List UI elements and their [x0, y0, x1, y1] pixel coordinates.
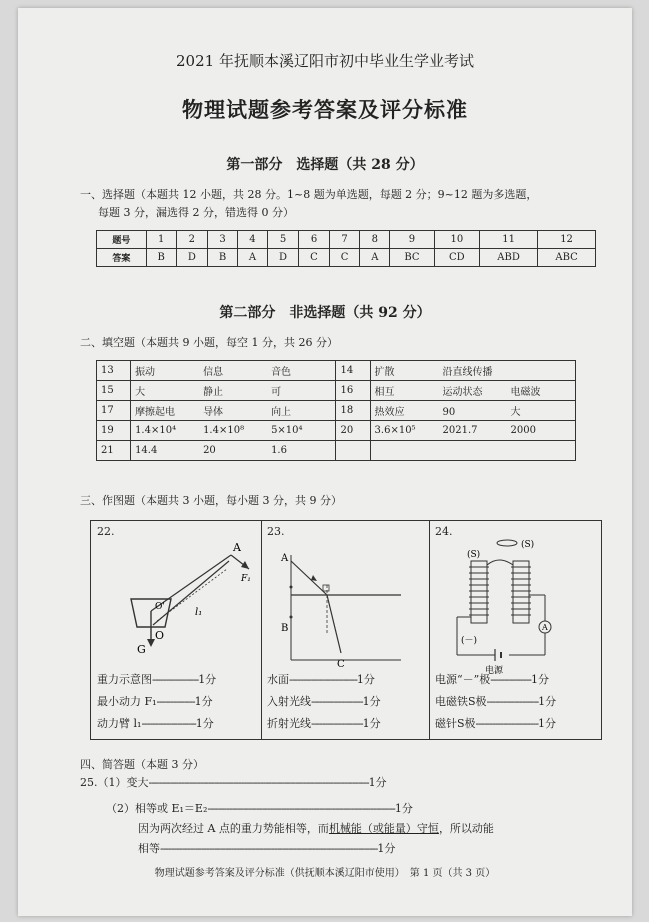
- label-l1: l₁: [195, 607, 203, 618]
- fill-row: [97, 361, 576, 381]
- label-needle-s: (S): [521, 540, 535, 550]
- question-number-cell: 18: [336, 401, 370, 421]
- answer-text: ，所以动能: [438, 822, 494, 835]
- short-answer-heading: 四、简答题（本题 3 分）: [80, 758, 204, 771]
- blank-answer: 沿直线传播: [442, 367, 493, 378]
- fill-row: [97, 381, 576, 401]
- question-number-cell: [336, 441, 370, 461]
- answer-cell: BC: [390, 249, 434, 267]
- blank-answer: 导体: [203, 407, 224, 418]
- question-number-cell: 16: [336, 381, 370, 401]
- answer-cell: D: [267, 249, 298, 267]
- question-number-cell: 11: [480, 231, 538, 249]
- scoring-line: 折射光线-------------------1分: [267, 717, 381, 730]
- answer-cell: [370, 441, 575, 461]
- question-number-cell: 10: [434, 231, 479, 249]
- blank-answer: 90: [442, 407, 456, 418]
- q25-part2: （2）相等或 E₁＝E₂---------------------------------------------------------------------1分: [106, 802, 413, 815]
- question-number-cell: 4: [238, 231, 268, 249]
- score: 1分: [538, 695, 557, 708]
- score: 1分: [538, 717, 557, 730]
- blank-answer: 音色: [271, 367, 292, 378]
- answer-text: 25.（1）变大: [80, 776, 149, 789]
- label-f1: F₁: [241, 574, 251, 584]
- drawing-22: [91, 521, 262, 739]
- label-s-left: (S): [467, 550, 481, 560]
- electromagnet-diagram: [429, 535, 601, 675]
- question-number-cell: 3: [208, 231, 238, 249]
- answer-cell: [370, 381, 575, 401]
- drawing-section-heading: 三、作图题（本题共 3 小题，每小题 3 分，共 9 分）: [80, 494, 342, 507]
- drawing-24: [429, 521, 601, 739]
- answer-cell: C: [329, 249, 360, 267]
- question-number-cell: 20: [336, 421, 370, 441]
- answer-cell: [131, 361, 336, 381]
- item: 重力示意图: [97, 673, 152, 686]
- score: 1分: [377, 842, 396, 855]
- row-label: 答案: [97, 249, 147, 267]
- question-number: 23.: [267, 525, 285, 538]
- score: 1分: [394, 802, 413, 815]
- blank-answer: 大: [135, 387, 146, 398]
- label-b: B: [281, 623, 289, 634]
- item: 磁针S极: [435, 717, 476, 730]
- q25-part2-explanation: [138, 820, 494, 836]
- fill-row: [97, 441, 576, 461]
- answer-cell: ABD: [480, 249, 538, 267]
- item: 动力臂 l₁: [97, 717, 142, 730]
- blank-answer: 1.6: [271, 445, 287, 456]
- label-g: G: [137, 643, 146, 656]
- blank-answer: 相互: [374, 387, 395, 398]
- drawing-answers: [90, 520, 602, 740]
- answer-text: 因为两次经过 A 点的重力势能相等，而: [138, 822, 329, 835]
- score: 1分: [195, 717, 214, 730]
- question-number-cell: 7: [329, 231, 360, 249]
- part2-title: 第二部分 非选择题（共 92 分）: [219, 305, 431, 321]
- score: 1分: [194, 695, 213, 708]
- question-number-cell: 19: [97, 421, 131, 441]
- refraction-diagram: [261, 535, 429, 675]
- question-number-cell: 6: [299, 231, 330, 249]
- score: 1分: [362, 717, 381, 730]
- blank-answer: 信息: [203, 367, 224, 378]
- score: 1分: [362, 695, 381, 708]
- item: 折射光线: [267, 717, 311, 730]
- choice-section-heading: 一、选择题（本题共 12 小题，共 28 分。1~8 题为单选题，每题 2 分；9~12 题为多选题，: [80, 188, 538, 201]
- scoring-line: 水面-------------------------1分: [267, 673, 375, 686]
- item: 电源“－”极: [435, 673, 491, 686]
- scoring-line: 动力臂 l₁--------------------1分: [97, 717, 214, 730]
- choice-answer-table: [96, 230, 596, 267]
- blank-answer: 14.4: [135, 445, 158, 456]
- answer-cell: B: [208, 249, 238, 267]
- question-number-cell: 15: [97, 381, 131, 401]
- blank-answer: 振动: [135, 367, 156, 378]
- question-number-cell: 9: [390, 231, 434, 249]
- blank-answer: 电磁波: [510, 387, 541, 398]
- label-ammeter: A: [542, 623, 548, 632]
- answer-cell: [131, 381, 336, 401]
- fill-answer-table: [96, 360, 576, 461]
- blank-answer: 5×10⁴: [271, 425, 303, 436]
- answer-cell: [131, 421, 336, 441]
- label-o: O: [155, 629, 165, 642]
- label-power: 电源: [485, 666, 504, 675]
- exam-title: 2021 年抚顺本溪辽阳市初中毕业生学业考试: [176, 52, 474, 70]
- label-a: A: [281, 553, 289, 564]
- answer-sheet: [18, 8, 632, 916]
- part1-title: 第一部分 选择题（共 28 分）: [226, 157, 424, 173]
- q25-part2-explanation-cont: 相等--------------------------------------------------------------------------------1分: [138, 842, 396, 855]
- page-footer: 物理试题参考答案及评分标准（供抚顺本溪辽阳市使用） 第 1 页（共 3 页）: [154, 868, 496, 879]
- blank-answer: 热效应: [374, 407, 405, 418]
- document-title: 物理试题参考答案及评分标准: [182, 97, 468, 122]
- answer-text: （2）相等或 E₁＝E₂: [106, 802, 208, 815]
- row-label: 题号: [97, 231, 147, 249]
- fill-row: [97, 421, 576, 441]
- answer-text-underlined: 机械能（或能量）守恒: [328, 822, 439, 835]
- answer-cell: A: [360, 249, 390, 267]
- question-number-cell: 21: [97, 441, 131, 461]
- q25-part1: 25.（1）变大---------------------------------------------------------------------------------1分: [80, 776, 387, 789]
- question-number-cell: 13: [97, 361, 131, 381]
- answer-cell: A: [238, 249, 268, 267]
- score: 1分: [356, 673, 375, 686]
- question-number: 24.: [435, 525, 453, 538]
- scoring-line: 电源“－”极---------------1分: [435, 673, 550, 686]
- blank-answer: 扩散: [374, 367, 395, 378]
- scoring-line: 最小动力 F₁--------------1分: [97, 695, 213, 708]
- question-number-cell: 2: [176, 231, 207, 249]
- answer-cell: [370, 401, 575, 421]
- blank-answer: 2000: [510, 425, 536, 436]
- answer-cell: D: [176, 249, 207, 267]
- blank-answer: 1.4×10⁴: [135, 425, 177, 436]
- scoring-line: 重力示意图-----------------1分: [97, 673, 217, 686]
- label-a: A: [233, 541, 241, 554]
- question-number-cell: 1: [146, 231, 176, 249]
- blank-answer: 大: [510, 407, 521, 418]
- question-number-cell: 5: [267, 231, 298, 249]
- blank-answer: 3.6×10⁵: [374, 425, 416, 436]
- fill-section-heading: 二、填空题（本题共 9 小题，每空 1 分，共 26 分）: [80, 336, 338, 349]
- answer-row: [97, 249, 596, 267]
- score: 1分: [531, 673, 550, 686]
- answer-cell: [131, 441, 336, 461]
- lever-diagram: [91, 535, 261, 675]
- score: 1分: [198, 673, 217, 686]
- blank-answer: 20: [203, 445, 216, 456]
- scoring-line: 入射光线-------------------1分: [267, 695, 381, 708]
- blank-answer: 摩擦起电: [135, 407, 176, 418]
- item: 水面: [267, 673, 289, 686]
- question-number-cell: 14: [336, 361, 370, 381]
- item: 入射光线: [267, 695, 311, 708]
- question-number: 22.: [97, 525, 115, 538]
- scoring-line: 电磁铁S极-------------------1分: [435, 695, 557, 708]
- answer-cell: CD: [434, 249, 479, 267]
- answer-cell: [370, 421, 575, 441]
- question-number-cell: 8: [360, 231, 390, 249]
- question-number-cell: 12: [538, 231, 596, 249]
- question-number-row: [97, 231, 596, 249]
- blank-answer: 静止: [203, 387, 224, 398]
- blank-answer: 运动状态: [442, 387, 483, 398]
- answer-cell: ABC: [538, 249, 596, 267]
- answer-cell: C: [299, 249, 330, 267]
- choice-section-heading-cont: 每题 3 分，漏选得 2 分，错选得 0 分）: [98, 206, 294, 219]
- item: 电磁铁S极: [435, 695, 487, 708]
- answer-cell: [370, 361, 575, 381]
- answer-text: 相等: [138, 842, 160, 855]
- label-c: C: [337, 659, 345, 670]
- label-minus: (－): [461, 636, 478, 646]
- answer-cell: B: [146, 249, 176, 267]
- label-o-prime: O': [155, 602, 165, 612]
- blank-answer: 可: [271, 387, 282, 398]
- scoring-line: 磁针S极-----------------------1分: [435, 717, 557, 730]
- fill-row: [97, 401, 576, 421]
- blank-answer: 1.4×10⁸: [203, 425, 245, 436]
- blank-answer: 向上: [271, 407, 292, 418]
- score: 1分: [368, 776, 387, 789]
- blank-answer: 2021.7: [442, 425, 478, 436]
- answer-cell: [131, 401, 336, 421]
- drawing-23: [261, 521, 430, 739]
- question-number-cell: 17: [97, 401, 131, 421]
- item: 最小动力 F₁: [97, 695, 157, 708]
